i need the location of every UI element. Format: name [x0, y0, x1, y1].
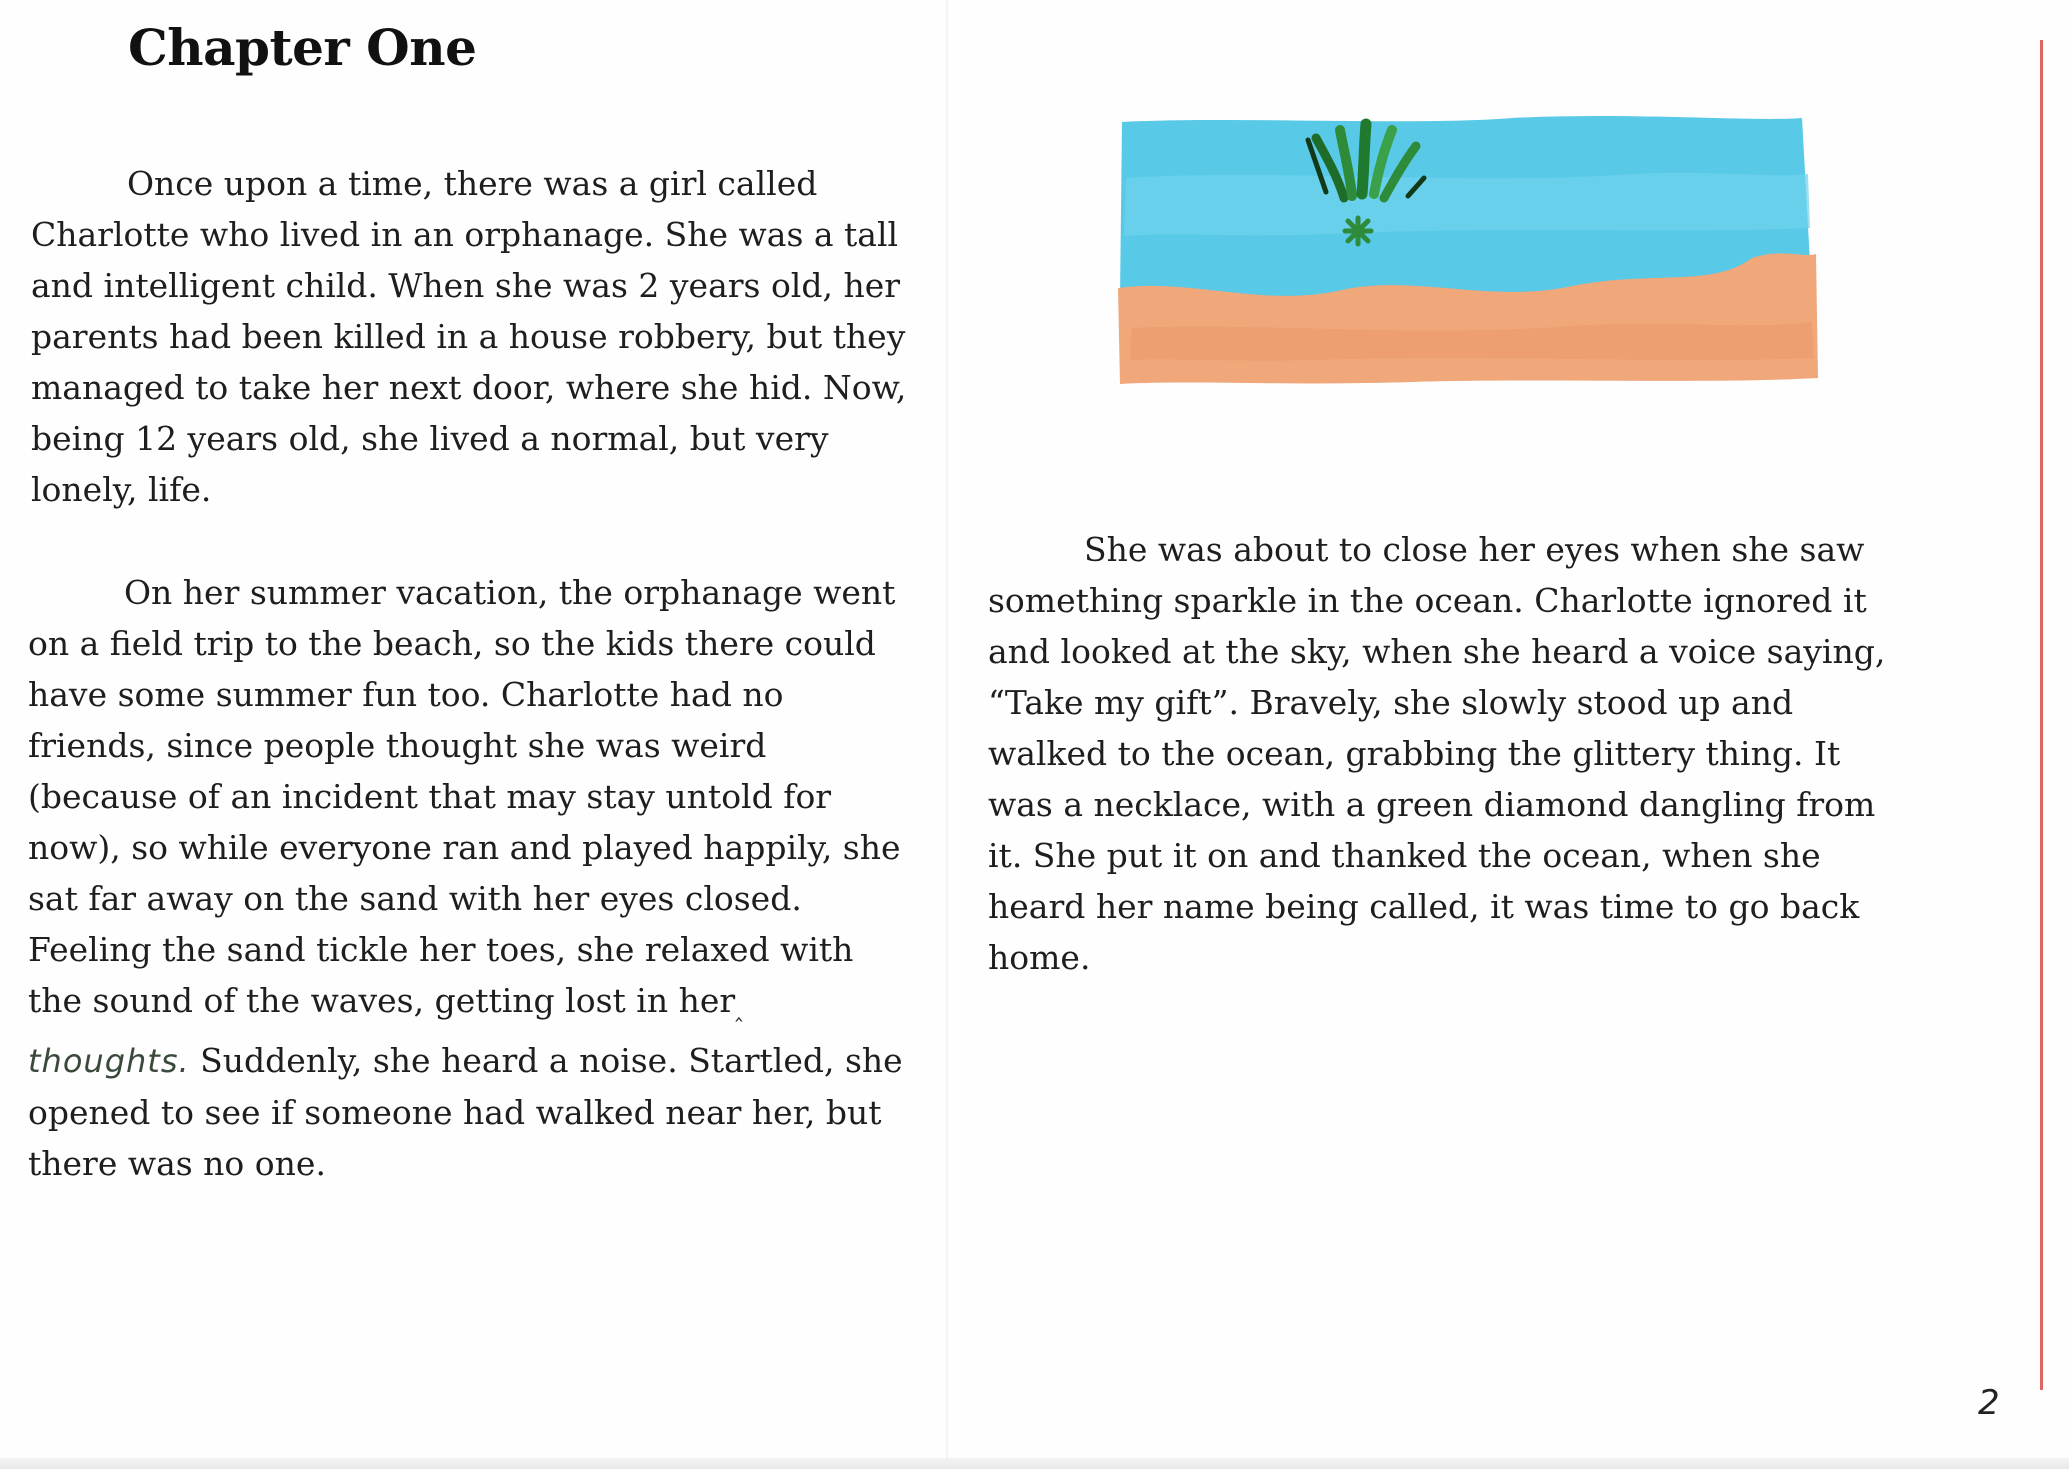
handwritten-correction: thoughts.: [28, 1042, 190, 1080]
chapter-title: Chapter One: [128, 18, 477, 77]
paragraph-3: [988, 524, 1888, 983]
paragraph-2: [28, 567, 913, 1189]
paragraph-1: [31, 158, 911, 515]
insertion-caret-icon: ‸: [735, 997, 743, 1022]
paragraph-3-text: She was about to close her eyes when she saw something sparkle in the ocean. Charlotte ignored it and looked at the sky, when she heard a voice saying, “Take my gift”. Bravely, she slowly stood up and walked to the ocean, grabbing the glittery thing. It was a necklace, with a green diamond dangling from it. She put it on and thanked the ocean, when she heard her name being called, it was time to go back home.: [988, 530, 1886, 977]
red-edge-line: [2040, 40, 2043, 1390]
page-number: 2: [1978, 1383, 2000, 1423]
paragraph-1-text: Once upon a time, there was a girl called Charlotte who lived in an orphanage. She was a tall and intelligent child. When she was 2 years old, her parents had been killed in a house robbery, but they managed to take her next door, where she hid. Now, being 12 years old, she lived a normal, but very lonely, life.: [31, 164, 907, 509]
ocean-light-band: [1124, 173, 1810, 236]
paragraph-2-continuation: Suddenly, she heard a noise. Startled, she opened to see if someone had walked near her, but there was no one.: [28, 1041, 903, 1183]
paragraph-2-text: On her summer vacation, the orphanage went on a field trip to the beach, so the kids there could have some summer fun too. Charlotte had no friends, since people thought she was weird (because of an incident that may stay untold for now), so while everyone ran and played happily, she sat far away on the sand with her eyes closed. Feeling the sand tickle her toes, she relaxed with the sound of the waves, getting lost in her: [28, 573, 901, 1020]
bottom-edge: [0, 1458, 2069, 1469]
beach-drawing-icon: [1112, 108, 1820, 398]
left-page: [0, 0, 948, 1469]
starfish-shape: [1345, 218, 1371, 244]
